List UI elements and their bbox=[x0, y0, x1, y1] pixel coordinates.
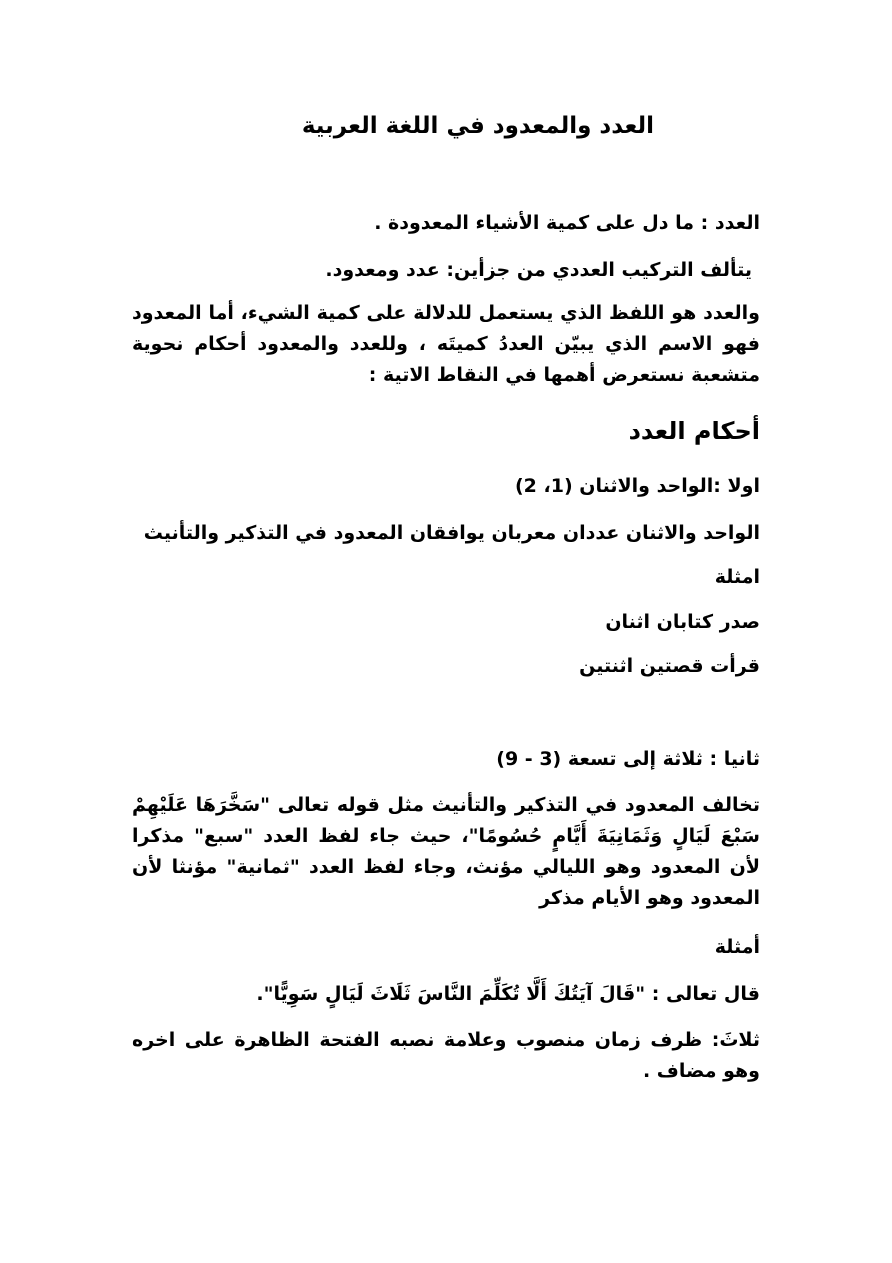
section1-example-2: قرأت قصتين اثنتين bbox=[579, 655, 760, 677]
intro-paragraph: والعدد هو اللفظ الذي يستعمل للدلالة على كمية الشيء، أما المعدود فهو الاسم الذي يبيّن العددُ كميتَه ، وللعدد والمعدود أحكام نحوية متشعبة نستعرض أهمها في النقاط الاتية : bbox=[132, 302, 760, 386]
section2-examples-label: أمثلة bbox=[714, 936, 760, 958]
section2-heading: ثانيا : ثلاثة إلى تسعة (3 - 9) bbox=[496, 748, 760, 770]
grammar-analysis: ثلاثَ: ظرف زمان منصوب وعلامة نصبه الفتحة الظاهرة على اخره وهو مضاف . bbox=[132, 1029, 760, 1082]
section1-example-1: صدر كتابان اثنان bbox=[605, 611, 760, 633]
rules-heading: أحكام العدد bbox=[628, 417, 760, 445]
section1-examples-label: امثلة bbox=[714, 566, 760, 588]
section1-heading: اولا :الواحد والاثنان (1، 2) bbox=[514, 475, 760, 497]
document-title: العدد والمعدود في اللغة العربية bbox=[301, 113, 654, 139]
number-definition: العدد : ما دل على كمية الأشياء المعدودة . bbox=[374, 212, 760, 234]
quran-example: قال تعالى : "قَالَ آيَتُكَ أَلَّا تُكَلِّمَ النَّاسَ ثَلَاثَ لَيَالٍ سَوِيًّا". bbox=[256, 983, 760, 1005]
section1-text: الواحد والاثنان عددان معربان يوافقان المعدود في التذكير والتأنيث bbox=[143, 522, 760, 544]
composition-sentence: يتألف التركيب العددي من جزأين: عدد ومعدود. bbox=[325, 259, 752, 281]
section2-text: تخالف المعدود في التذكير والتأنيث مثل قوله تعالى "سَخَّرَهَا عَلَيْهِمْ سَبْعَ لَيَالٍ وَثَمَانِيَةَ أَيَّامٍ حُسُومًا"، حيث جاء لفظ العدد "سبع" مذكرا لأن المعدود وهو الليالي مؤنث، وجاء لفظ العدد "ثمانية" مؤنثا لأن المعدود وهو الأيام مذكر bbox=[132, 794, 760, 909]
